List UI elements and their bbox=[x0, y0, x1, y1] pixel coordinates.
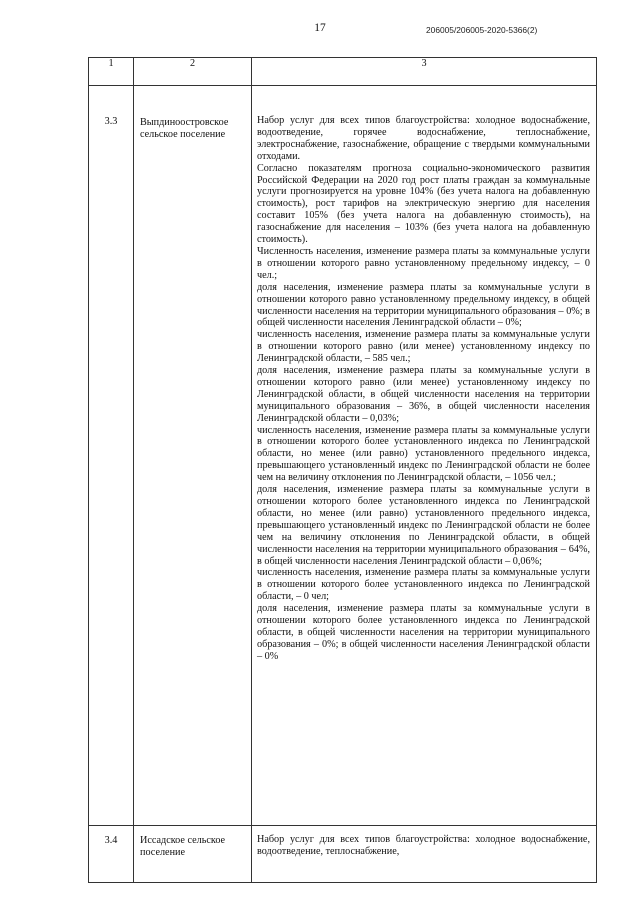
content-paragraph: Набор услуг для всех типов благоустройства: холодное водоснабжение, водоотведение, горячее водоснабжение, теплоснабжение, электроснабжение, газоснабжение, обращение с твердыми коммунальными отходами. bbox=[257, 115, 590, 162]
column-header-3: 3 bbox=[252, 58, 597, 86]
content-paragraph: Набор услуг для всех типов благоустройства: холодное водоснабжение, водоотведение, теплоснабжение, bbox=[257, 834, 590, 857]
content-paragraph: численность населения, изменение размера платы за коммунальные услуги в отношении которого равно (или менее) установленному индексу по Ленинградской области, – 585 чел.; bbox=[257, 329, 590, 365]
table-row bbox=[89, 826, 597, 883]
column-header-2: 2 bbox=[134, 58, 252, 86]
content-paragraph: численность населения, изменение размера платы за коммунальные услуги в отношении которого более установленного индекса по Ленинградской области, – 0 чел; bbox=[257, 567, 590, 603]
content-paragraph: Численность населения, изменение размера платы за коммунальные услуги в отношении которого равно установленному предельному индексу, – 0 чел.; bbox=[257, 245, 590, 281]
row-content bbox=[252, 86, 597, 826]
column-header-1: 1 bbox=[89, 58, 134, 86]
document-id: 206005/206005-2020-5366(2) bbox=[426, 25, 538, 35]
table-header-row bbox=[89, 58, 597, 86]
content-paragraph: доля населения, изменение размера платы за коммунальные услуги в отношении которого равно (или менее) установленному индексу по Ленинградской области, в общей численности населения на территории муниципального образования – 36%, в общей численности населения Ленинградской области – 0,03%; bbox=[257, 365, 590, 424]
content-paragraph: Согласно показателям прогноза социально-экономического развития Российской Федерации на 2020 год рост платы граждан за коммунальные услуги прогнозируется на уровне 104% (без учета налога на добавленную стоимость), рост тарифов на электрическую энергию для населения составит 105% (без учета налога на добавленную стоимость), на газоснабжение для населения – 103% (без учета налога на добавленную стоимость). bbox=[257, 162, 590, 246]
table-row bbox=[89, 86, 597, 826]
row-number: 3.4 bbox=[89, 826, 134, 883]
content-paragraph: доля населения, изменение размера платы за коммунальные услуги в отношении которого равно установленному предельному индексу, в общей численности населения на территории муниципального образования – 0%; в общей численности населения Ленинградской области – 0%; bbox=[257, 281, 590, 329]
content-paragraph: численность населения, изменение размера платы за коммунальные услуги в отношении которого более установленного индекса по Ленинградской области, но менее (или равно) установленного предельного индекса, превышающего установленный индекс по Ленинградской области не более чем на величину отклонения по Ленинградской области, – 1056 чел.; bbox=[257, 424, 590, 484]
row-content bbox=[252, 826, 597, 883]
services-table bbox=[88, 57, 597, 883]
settlement-name: Иссадское сельское поселение bbox=[134, 826, 252, 883]
page-number: 17 bbox=[314, 22, 326, 34]
settlement-name: Выпдиноостровское сельское поселение bbox=[134, 86, 252, 826]
content-paragraph: доля населения, изменение размера платы за коммунальные услуги в отношении которого более установленного индекса по Ленинградской области, но менее (или равно) установленного предельного индекса, превышающего установленный индекс по Ленинградской области не более чем на величину отклонения по Ленинградской области, в общей численности населения на территории муниципального образования – 64%, в общей численности населения Ленинградской области – 0,06%; bbox=[257, 484, 590, 567]
row-number: 3.3 bbox=[89, 86, 134, 826]
content-paragraph: доля населения, изменение размера платы за коммунальные услуги в отношении которого более установленного индекса по Ленинградской области, в общей численности населения на территории муниципального образования – 0%; в общей численности населения Ленинградской области – 0% bbox=[257, 603, 590, 662]
